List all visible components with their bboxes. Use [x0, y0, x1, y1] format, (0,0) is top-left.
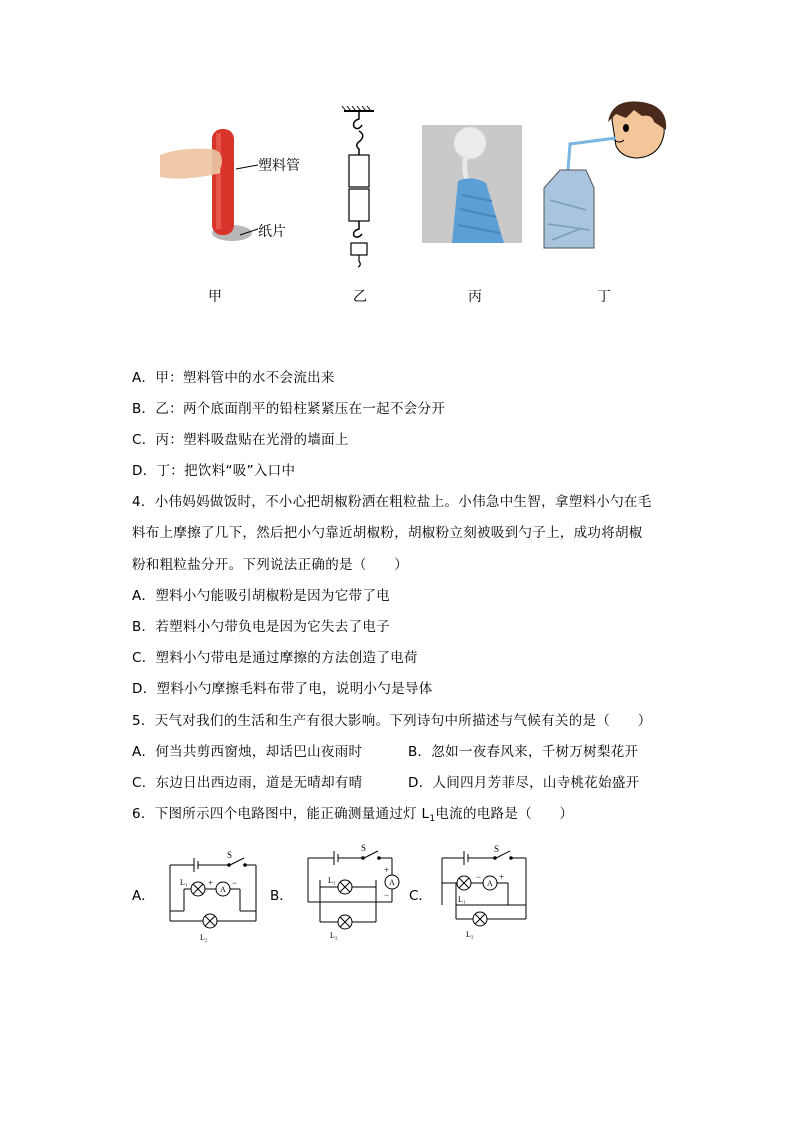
- circuit-b-switch-label: S: [361, 843, 367, 853]
- q3-option-a: A．甲：塑料管中的水不会流出来: [132, 370, 335, 386]
- circuit-a-l1-label: L₁: [180, 878, 188, 887]
- circuit-a-switch-label: S: [227, 850, 233, 860]
- circuit-a-l2-label: L₂: [200, 933, 208, 942]
- circuit-a-minus: −: [232, 878, 238, 888]
- circuit-a-plus: +: [208, 878, 214, 888]
- plastic-tube-illustration: [160, 125, 310, 255]
- lead-cylinders-illustration: [340, 105, 380, 270]
- q5-option-b: B．忽如一夜春风来，千树万树梨花开: [408, 744, 639, 760]
- circuit-b: [300, 840, 410, 940]
- circuit-c-l1-label: L₁: [458, 895, 466, 904]
- q4-option-c: C．塑料小勺带电是通过摩擦的方法创造了电荷: [132, 650, 418, 666]
- circuit-a-label: A．: [132, 888, 155, 904]
- q3-option-b: B．乙：两个底面削平的铅柱紧紧压在一起不会分开: [132, 401, 446, 417]
- label-paper: 纸片: [258, 224, 286, 240]
- q3-option-d: D．丁：把饮料“吸”入口中: [132, 463, 296, 479]
- circuit-b-minus: −: [384, 890, 390, 900]
- suction-cup-photo: [422, 125, 522, 243]
- figure-jia: [160, 125, 310, 255]
- figure-row: [150, 100, 670, 310]
- figure-bing: [422, 125, 522, 243]
- q5-option-c: C．东边日出西边雨，道是无晴却有晴: [132, 775, 363, 791]
- q6-stem-post: 电流的电路是（ ）: [435, 806, 574, 822]
- q3-option-c: C．丙：塑料吸盘贴在光滑的墙面上: [132, 432, 349, 448]
- q4-stem-line-1: 4．小伟妈妈做饭时，不小心把胡椒粉洒在粗粒盐上。小伟急中生智，拿塑料小勺在毛: [132, 494, 652, 510]
- label-tube: 塑料管: [258, 158, 300, 174]
- drinking-straw-illustration: [542, 100, 672, 250]
- circuit-b-l1-label: L₁: [328, 876, 336, 885]
- caption-bing: 丙: [468, 289, 482, 305]
- circuit-c-label: C．: [409, 888, 432, 904]
- q4-option-a: A．塑料小勺能吸引胡椒粉是因为它带了电: [132, 588, 390, 604]
- circuit-a-ammeter-label: A: [220, 885, 226, 894]
- caption-yi: 乙: [353, 289, 367, 305]
- q6-stem: [132, 804, 573, 829]
- circuit-c-plus: +: [499, 872, 505, 882]
- circuit-c-switch-label: S: [494, 845, 500, 854]
- q4-stem-line-2: 料布上摩擦了几下，然后把小勺靠近胡椒粉，胡椒粉立刻被吸到勺子上，成功将胡椒: [132, 525, 643, 541]
- circuit-c-minus: −: [476, 872, 482, 882]
- circuit-c-l2-label: L₂: [466, 930, 474, 939]
- q6-stem-pre: 6．下图所示四个电路图中，能正确测量通过灯 L: [132, 806, 430, 822]
- q5-stem: 5．天气对我们的生活和生产有很大影响。下列诗句中所描述与气候有关的是（ ）: [132, 713, 652, 729]
- caption-jia: 甲: [208, 289, 222, 305]
- caption-ding: 丁: [597, 289, 611, 305]
- circuit-c-ammeter-label: A: [487, 879, 493, 888]
- q5-option-d: D．人间四月芳菲尽，山寺桃花始盛开: [408, 775, 640, 791]
- circuit-b-ammeter-label: A: [389, 878, 395, 887]
- q5-option-a: A．何当共剪西窗烛，却话巴山夜雨时: [132, 744, 363, 760]
- q4-option-d: D．塑料小勺摩擦毛料布带了电，说明小勺是导体: [132, 681, 433, 697]
- figure-yi: [340, 105, 380, 270]
- circuit-b-label: B．: [270, 888, 293, 904]
- q4-stem-line-3: 粉和粗粒盐分开。下列说法正确的是（ ）: [132, 557, 408, 573]
- figure-ding: [542, 100, 672, 250]
- circuit-c: [436, 845, 536, 945]
- q4-option-b: B．若塑料小勺带负电是因为它失去了电子: [132, 619, 390, 635]
- circuit-a: [160, 845, 260, 945]
- circuit-b-l2-label: L₂: [330, 931, 338, 940]
- circuit-b-plus: +: [384, 865, 390, 875]
- q6-stem-sub: 1: [429, 814, 436, 824]
